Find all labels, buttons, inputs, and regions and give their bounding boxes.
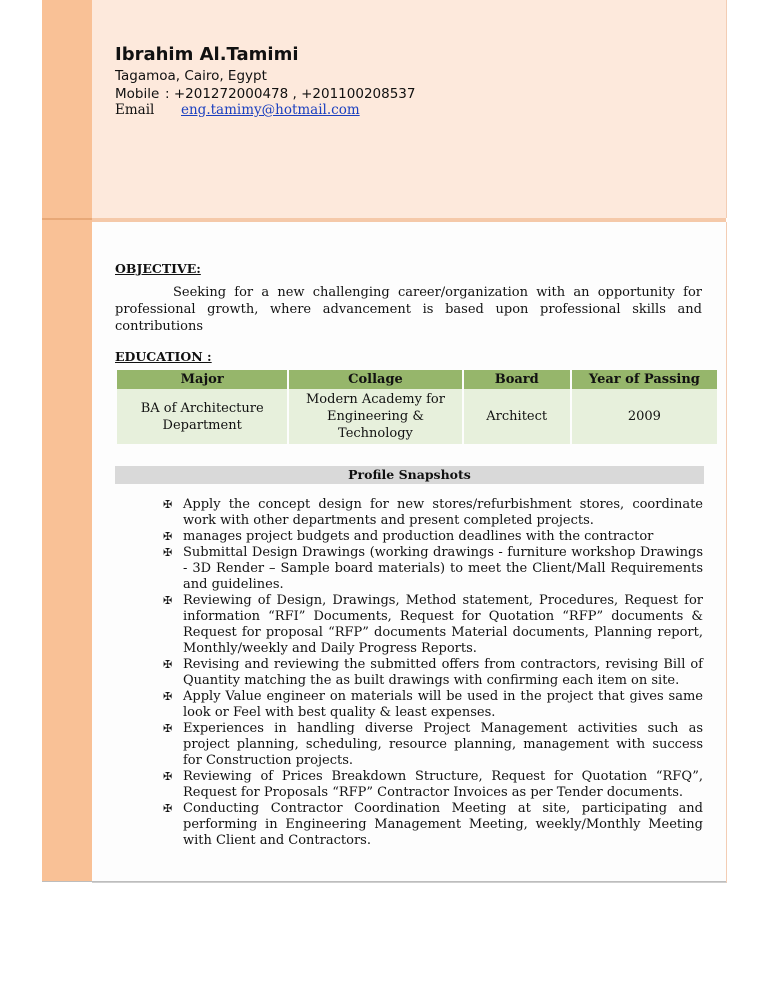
objective-text: Seeking for a new challenging career/organization with an opportunity for professional growth, where advancement is based upon professional skills and contributions bbox=[115, 285, 702, 334]
table-cell: Architect bbox=[464, 389, 570, 444]
list-item: ✠ manages project budgets and production deadlines with the contractor bbox=[163, 529, 654, 544]
table-header-row bbox=[117, 370, 717, 389]
email-link[interactable]: eng.tamimy@hotmail.com bbox=[181, 102, 360, 118]
list-item: ✠ Apply Value engineer on materials will be used in the project that gives same look or Feel with best quality & least expenses. bbox=[163, 689, 703, 720]
table-cell: Modern Academy for Engineering & Technology bbox=[289, 389, 461, 444]
sparkle-bullet-icon: ✠ bbox=[163, 594, 173, 607]
mobile-line bbox=[115, 86, 415, 102]
sparkle-bullet-icon: ✠ bbox=[163, 546, 173, 559]
sparkle-bullet-icon: ✠ bbox=[163, 498, 173, 511]
column-header: Year of Passing bbox=[572, 370, 717, 389]
column-header: Collage bbox=[289, 370, 461, 389]
column-header: Major bbox=[117, 370, 287, 389]
page-bottom-rule bbox=[42, 881, 726, 882]
sidebar-seam bbox=[42, 218, 92, 220]
objective-heading: OBJECTIVE: bbox=[115, 261, 201, 276]
list-item: ✠ Reviewing of Prices Breakdown Structure, Request for Quotation “RFQ”, Request for Proposals “RFP” Contractor Invoices as per Tender documents. bbox=[163, 769, 703, 800]
mobile-label: Mobile bbox=[115, 86, 160, 102]
list-item: ✠ Conducting Contractor Coordination Meeting at site, participating and performing in Engineering Management Meeting, weekly/Monthly Meeting with Client and Contractors. bbox=[163, 801, 703, 848]
table-row bbox=[117, 389, 717, 444]
list-item: ✠ Submittal Design Drawings (working drawings - furniture workshop Drawings - 3D Render – Sample board materials) to meet the Client/Mall Requirements and guidelines. bbox=[163, 545, 703, 592]
sparkle-bullet-icon: ✠ bbox=[163, 722, 173, 735]
list-item: ✠ Apply the concept design for new stores/refurbishment stores, coordinate work with other departments and present completed projects. bbox=[163, 497, 703, 528]
sparkle-bullet-icon: ✠ bbox=[163, 770, 173, 783]
education-heading: EDUCATION : bbox=[115, 349, 212, 364]
column-header: Board bbox=[464, 370, 570, 389]
table-cell: BA of Architecture Department bbox=[117, 389, 287, 444]
sparkle-bullet-icon: ✠ bbox=[163, 658, 173, 671]
education-table bbox=[115, 370, 719, 444]
location: Tagamoa, Cairo, Egypt bbox=[115, 68, 267, 84]
sparkle-bullet-icon: ✠ bbox=[163, 802, 173, 815]
sparkle-bullet-icon: ✠ bbox=[163, 530, 173, 543]
sparkle-bullet-icon: ✠ bbox=[163, 690, 173, 703]
profile-snapshots-heading: Profile Snapshots bbox=[115, 466, 704, 484]
table-cell: 2009 bbox=[572, 389, 717, 444]
candidate-name: Ibrahim Al.Tamimi bbox=[115, 44, 299, 65]
list-item: ✠ Experiences in handling diverse Project Management activities such as project planning, scheduling, resource planning, management with success for Construction projects. bbox=[163, 721, 703, 768]
mobile-value: : +201272000478 , +201100208537 bbox=[165, 86, 416, 102]
sidebar-accent bbox=[42, 0, 92, 882]
list-item: ✠ Revising and reviewing the submitted offers from contractors, revising Bill of Quantity matching the as built drawings with confirming each item on site. bbox=[163, 657, 703, 688]
profile-list bbox=[163, 497, 703, 849]
list-item: ✠ Reviewing of Design, Drawings, Method statement, Procedures, Request for information “RFI” Documents, Request for Quotation “RFP” documents & Request for proposal “RFP” documents Material documents, Planning report, Monthly/weekly and Daily Progress Reports. bbox=[163, 593, 703, 656]
email-line bbox=[115, 102, 360, 118]
email-label: Email bbox=[115, 102, 155, 118]
